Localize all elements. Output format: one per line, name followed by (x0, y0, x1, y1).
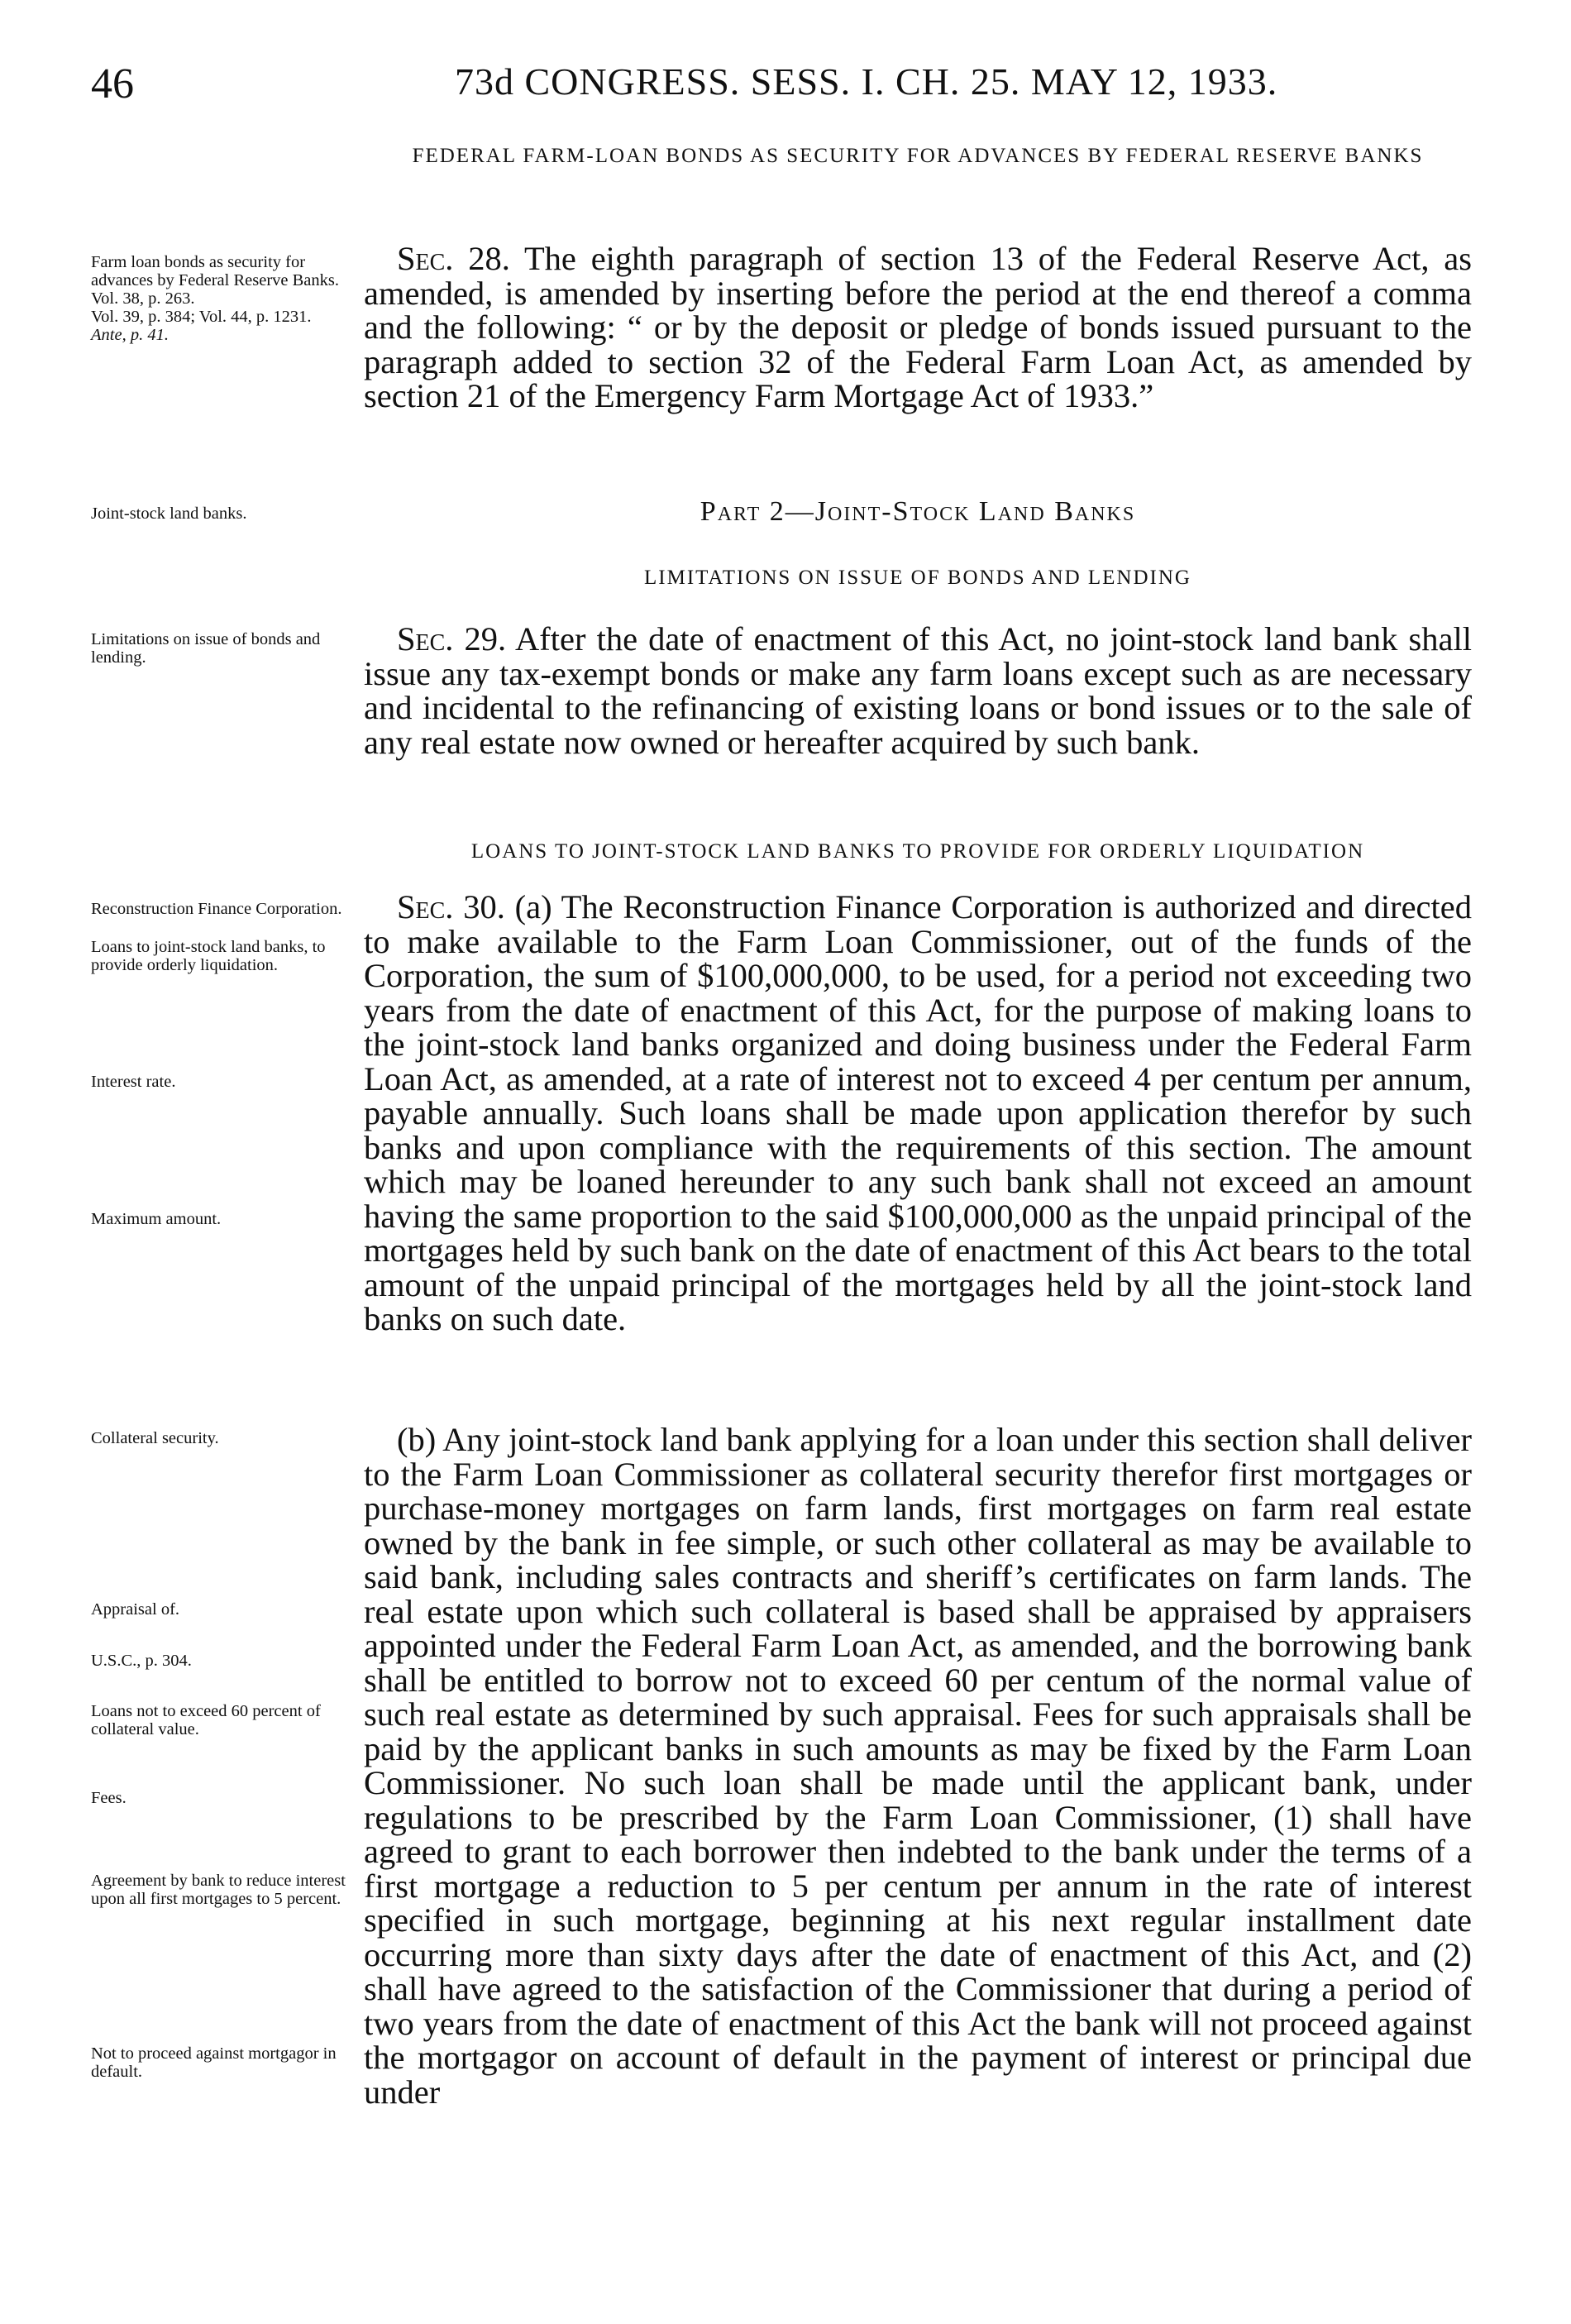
margin-note-not-proceed: Not to proceed against mortgagor in default. (91, 2044, 337, 2081)
margin-note-loans-orderly: Loans to joint-stock land banks, to provide orderly liquidation. (91, 938, 326, 974)
margin-note-limitations: Limitations on issue of bonds and lending. (91, 630, 321, 667)
margin-note-maximum-amount: Maximum amount. (91, 1210, 222, 1228)
section-29-label: Sec. 29. (397, 620, 507, 658)
margin-note-agreement: Agreement by bank to reduce interest upon all first mortgages to 5 percent. (91, 1872, 346, 1908)
margin-note-collateral-security: Collateral security. (91, 1429, 219, 1447)
caption-loans: LOANS TO JOINT-STOCK LAND BANKS TO PROVIDE FOR ORDERLY LIQUIDATION (470, 840, 1365, 863)
running-head: 73d CONGRESS. SESS. I. CH. 25. MAY 12, 1933. (455, 60, 1278, 103)
section-29 (364, 622, 1472, 759)
margin-note-farm-loan-title: Farm loan bonds as security for advances by Federal Reserve Banks. (91, 253, 339, 289)
margin-note-farm-loan-ref1: Vol. 38, p. 263. (91, 289, 195, 308)
section-29-text: After the date of enactment of this Act, no joint-stock land bank shall issue any tax-exempt bonds or make any farm loans except such as are necessary and incidental to the refinancing of existing loans or bond issues or to the sale of any real estate now owned or hereafter acquired by such bank. (364, 620, 1473, 761)
page-number: 46 (91, 60, 134, 108)
section-30a-text: (a) The Reconstruction Finance Corporation is authorized and directed to make available to the Farm Loan Commissioner, out of the funds of the Corporation, the sum of $100,000,000, to be used, for a period not exceeding two years from the date of enactment of this Act, for the purpose of making loans to the joint-stock land banks organized and doing business under the Federal Farm Loan Act, as amended, at a rate of interest not to exceed 4 per centum per annum, payable annually. Such loans shall be made upon application therefor by such banks and upon compliance with the requirements of this section. The amount which may be loaned hereunder to any such bank shall not exceed an amount having the same proportion to the said $100,000,000 as the unpaid principal of the mortgages held by such bank on the date of enactment of this Act bears to the total amount of the unpaid principal of the mortgages held by all the joint-stock land banks on such date. (364, 888, 1472, 1337)
caption-limitations: LIMITATIONS ON ISSUE OF BONDS AND LENDING (644, 567, 1191, 589)
section-30a (364, 890, 1472, 1337)
margin-note-usc: U.S.C., p. 304. (91, 1652, 192, 1670)
margin-note-appraisal: Appraisal of. (91, 1600, 180, 1619)
margin-note-joint-stock: Joint-stock land banks. (91, 504, 247, 523)
margin-note-fees: Fees. (91, 1789, 127, 1807)
margin-note-interest-rate: Interest rate. (91, 1073, 176, 1091)
margin-note-loans-not-exceed: Loans not to exceed 60 percent of collateral value. (91, 1702, 321, 1738)
page-header (91, 60, 1480, 117)
margin-note-farm-loan-ref3: Ante, p. 41. (91, 326, 169, 344)
section-28-label: Sec. 28. (397, 240, 510, 277)
part-heading: Part 2—Joint-Stock Land Banks (700, 496, 1136, 527)
section-30b (364, 1423, 1472, 2109)
section-30b-text: (b) Any joint-stock land bank applying for a loan under this section shall deliver to the Farm Loan Commissioner as collateral security therefor first mortgages or purchase-money mortgages on farm lands, first mortgages on farm real estate owned by the bank in fee simple, or such other collateral as may be available to said bank, including sales contracts and sheriff’s certificates on farm lands. The real estate upon which such collateral is based shall be appraised by appraisers appointed under the Federal Farm Loan Act, as amended, and the borrowing bank shall be entitled to borrow not to exceed 60 per centum of the normal value of such real estate as determined by such appraisal. Fees for such appraisals shall be paid by the applicant banks in such amounts as may be fixed by the Farm Loan Commissioner. No such loan shall be made until the applicant bank, under regulations to be prescribed by the Farm Loan Commissioner, (1) shall have agreed to grant to each borrower then indebted to the bank under the terms of a first mortgage a reduction to 5 per centum per annum in the rate of interest specified in such mortgage, beginning at his next regular installment date occurring more than sixty days after the date of enactment of this Act, and (2) shall have agreed to the satisfaction of the Commissioner that during a period of two years from the date of enactment of this Act the bank will not proceed against the mortgagor on account of default in the payment of interest or principal due under (364, 1421, 1472, 2111)
section-30-label: Sec. 30. (397, 888, 505, 925)
margin-note-reconstruction: Reconstruction Finance Corporation. (91, 900, 342, 918)
section-28-text: The eighth paragraph of section 13 of the Federal Reserve Act, as amended, is amended by inserting before the period at the end thereof a comma and the following: “ or by the deposit or pledge of bonds issued pursuant to the paragraph added to section 32 of the Federal Farm Loan Act, as amended by section 21 of the Emergency Farm Mortgage Act of 1933.” (364, 240, 1472, 414)
margin-note-farm-loan-ref2: Vol. 39, p. 384; Vol. 44, p. 1231. (91, 308, 312, 326)
margin-note-farm-loan (91, 253, 356, 344)
caption-federal-reserve: FEDERAL FARM-LOAN BONDS AS SECURITY FOR ADVANCES BY FEDERAL RESERVE BANKS (412, 145, 1424, 167)
section-28 (364, 241, 1472, 414)
